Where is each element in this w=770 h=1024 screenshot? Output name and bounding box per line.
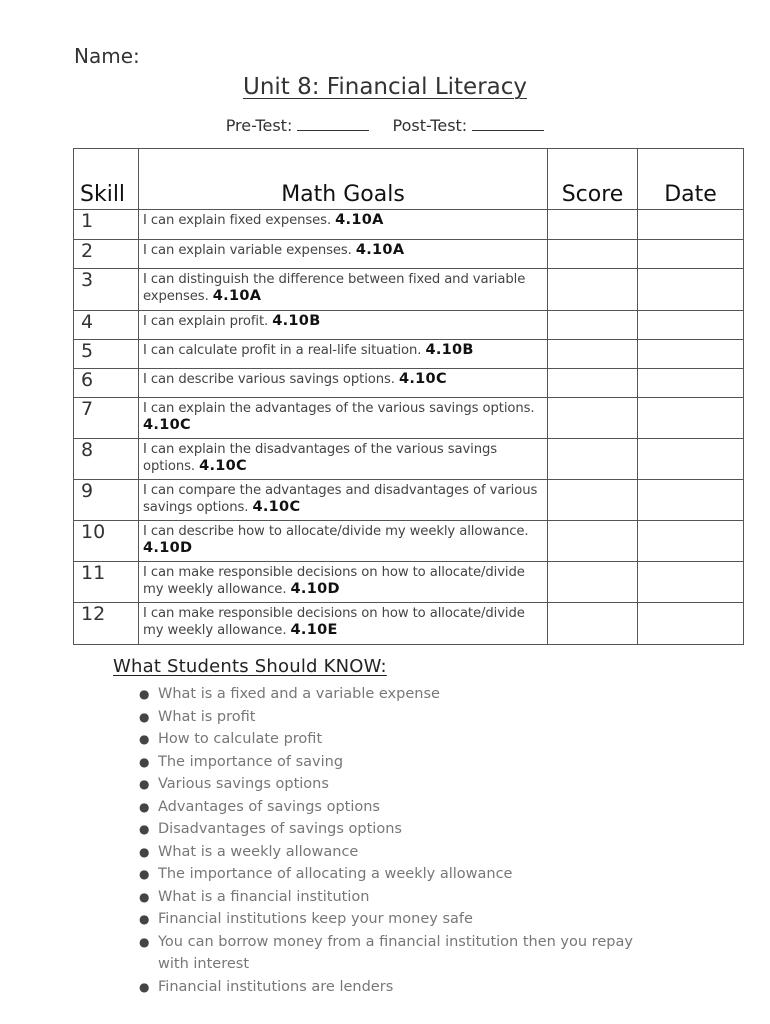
table-row (74, 398, 744, 439)
goal-text: I can explain profit. (143, 314, 269, 329)
pre-test-label: Pre-Test: (225, 116, 293, 135)
list-item (136, 796, 656, 819)
score-cell[interactable] (548, 311, 638, 340)
table-row (74, 269, 744, 311)
date-cell[interactable] (638, 340, 744, 369)
skill-number: 5 (74, 340, 139, 369)
score-cell[interactable] (548, 603, 638, 645)
score-cell[interactable] (548, 340, 638, 369)
table-row (74, 210, 744, 240)
skill-number: 11 (74, 562, 139, 603)
teks-code: 4.10C (143, 417, 191, 433)
goal-cell (139, 369, 548, 398)
goal-cell (139, 340, 548, 369)
post-test-label: Post-Test: (392, 116, 468, 135)
list-item (136, 818, 656, 841)
list-item-text: You can borrow money from a financial institution then you repay with interest (158, 933, 633, 972)
teks-code: 4.10B (425, 342, 474, 358)
date-cell[interactable] (638, 521, 744, 562)
bullet-icon: ● (139, 732, 150, 746)
teks-code: 4.10C (199, 458, 247, 474)
bullet-icon: ● (139, 867, 150, 881)
list-item (136, 931, 656, 976)
table-row (74, 340, 744, 369)
name-label: Name: (74, 44, 140, 68)
list-item-text: Advantages of savings options (158, 798, 380, 815)
bullet-icon: ● (139, 979, 150, 994)
goals-table (73, 148, 744, 645)
list-item (136, 908, 656, 931)
goal-text: I can explain the disadvantages of the various savings options. (143, 442, 498, 474)
list-item-text: What is a fixed and a variable expense (158, 686, 440, 702)
goal-cell (139, 311, 548, 340)
teks-code: 4.10D (290, 581, 340, 597)
bullet-icon: ● (139, 822, 150, 836)
bullet-icon: ● (139, 912, 150, 926)
bullet-icon: ● (139, 687, 150, 701)
goal-cell (139, 603, 548, 645)
teks-code: 4.10D (143, 540, 193, 556)
page-title-wrap (0, 74, 770, 100)
date-cell[interactable] (638, 269, 744, 311)
score-cell[interactable] (548, 562, 638, 603)
table-row (74, 369, 744, 398)
goal-text: I can describe how to allocate/divide my weekly allowance. (143, 524, 529, 539)
list-item-text: The importance of allocating a weekly allowance (158, 866, 513, 882)
skill-number: 9 (74, 480, 139, 521)
skill-number: 3 (74, 269, 139, 311)
goal-text: I can make responsible decisions on how to allocate/divide my weekly allowance. (143, 606, 525, 638)
goal-text: I can explain variable expenses. (143, 243, 352, 258)
bullet-icon: ● (139, 799, 150, 814)
header-skill: Skill (74, 149, 139, 210)
test-line (0, 116, 770, 135)
list-item-text: Various savings options (158, 776, 329, 792)
date-cell[interactable] (638, 398, 744, 439)
score-cell[interactable] (548, 240, 638, 269)
list-item-text: What is a financial institution (158, 888, 370, 905)
list-item (136, 886, 656, 909)
teks-code: 4.10A (212, 288, 262, 304)
bullet-icon: ● (139, 889, 150, 904)
list-item-text: The importance of saving (158, 753, 344, 770)
list-item (136, 728, 656, 751)
table-row (74, 562, 744, 603)
list-item (136, 976, 656, 999)
date-cell[interactable] (638, 210, 744, 240)
score-cell[interactable] (548, 269, 638, 311)
goal-text: I can calculate profit in a real-life situation. (143, 343, 422, 358)
know-list (136, 683, 656, 998)
know-section-title: What Students Should KNOW: (113, 656, 387, 677)
date-cell[interactable] (638, 439, 744, 480)
date-cell[interactable] (638, 562, 744, 603)
teks-code: 4.10A (335, 212, 384, 228)
skill-number: 6 (74, 369, 139, 398)
list-item-text: Disadvantages of savings options (158, 821, 402, 837)
post-test-blank[interactable] (472, 116, 544, 131)
list-item (136, 773, 656, 796)
teks-code: 4.10A (355, 242, 405, 258)
skill-number: 10 (74, 521, 139, 562)
skill-number: 12 (74, 603, 139, 645)
score-cell[interactable] (548, 210, 638, 240)
goal-text: I can describe various savings options. (143, 372, 395, 387)
header-date: Date (638, 149, 744, 210)
score-cell[interactable] (548, 439, 638, 480)
table-header-row (74, 149, 744, 210)
teks-code: 4.10B (272, 313, 321, 329)
teks-code: 4.10C (398, 371, 447, 387)
list-item-text: What is profit (158, 708, 256, 725)
table-row (74, 240, 744, 269)
goal-cell (139, 269, 548, 311)
skill-number: 2 (74, 240, 139, 269)
score-cell[interactable] (548, 369, 638, 398)
skill-number: 8 (74, 439, 139, 480)
goal-text: I can distinguish the difference between fixed and variable expenses. (143, 272, 526, 304)
goal-cell (139, 562, 548, 603)
header-math-goals: Math Goals (139, 149, 548, 210)
list-item (136, 863, 656, 886)
date-cell[interactable] (638, 603, 744, 645)
score-cell[interactable] (548, 398, 638, 439)
list-item (136, 683, 656, 706)
table-row (74, 439, 744, 480)
date-cell[interactable] (638, 480, 744, 521)
skill-number: 4 (74, 311, 139, 340)
goal-cell (139, 521, 548, 562)
list-item-text: What is a weekly allowance (158, 843, 359, 860)
goal-text: I can explain the advantages of the various savings options. (143, 401, 535, 416)
skill-number: 7 (74, 398, 139, 439)
list-item (136, 841, 656, 864)
goal-cell (139, 480, 548, 521)
page-title: Unit 8: Financial Literacy (242, 74, 528, 100)
header-score: Score (548, 149, 638, 210)
goal-text: I can compare the advantages and disadvantages of various savings options. (143, 483, 538, 515)
date-cell[interactable] (638, 311, 744, 340)
list-item-text: Financial institutions keep your money safe (158, 911, 473, 927)
goal-text: I can explain fixed expenses. (143, 213, 332, 228)
teks-code: 4.10C (252, 499, 301, 515)
score-cell[interactable] (548, 521, 638, 562)
goal-cell (139, 210, 548, 240)
skill-number: 1 (74, 210, 139, 240)
table-row (74, 311, 744, 340)
list-item-text: Financial institutions are lenders (158, 978, 394, 995)
bullet-icon: ● (139, 777, 150, 791)
list-item (136, 751, 656, 774)
goal-cell (139, 439, 548, 480)
bullet-icon: ● (139, 754, 150, 769)
bullet-icon: ● (139, 844, 150, 859)
list-item (136, 706, 656, 729)
table-row (74, 480, 744, 521)
date-cell[interactable] (638, 369, 744, 398)
goal-cell (139, 398, 548, 439)
pre-test-blank[interactable] (297, 116, 369, 131)
goal-cell (139, 240, 548, 269)
goal-text: I can make responsible decisions on how to allocate/divide my weekly allowance. (143, 565, 525, 597)
table-row (74, 603, 744, 645)
list-item-text: How to calculate profit (158, 731, 323, 747)
bullet-icon: ● (139, 934, 150, 949)
bullet-icon: ● (139, 709, 150, 724)
table-row (74, 521, 744, 562)
score-cell[interactable] (548, 480, 638, 521)
date-cell[interactable] (638, 240, 744, 269)
teks-code: 4.10E (290, 622, 338, 638)
